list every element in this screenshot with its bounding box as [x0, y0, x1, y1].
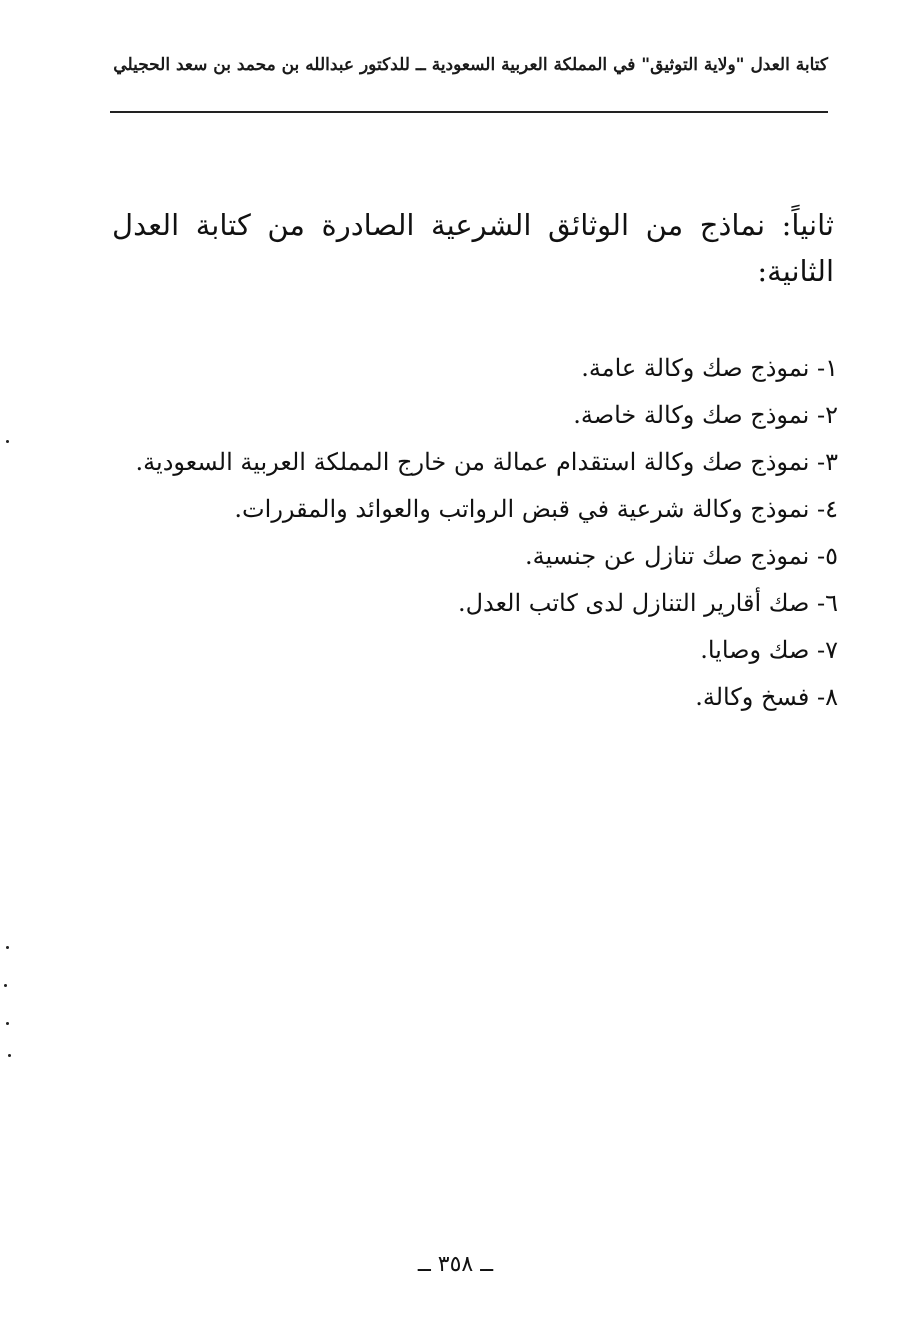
section-heading: ثانياً: نماذج من الوثائق الشرعية الصادرة من كتابة العدل الثانية:	[112, 208, 834, 288]
scan-mark	[8, 1054, 11, 1057]
scan-mark	[4, 984, 7, 987]
list-item: ٤- نموذج وكالة شرعية في قبض الرواتب والعوائد والمقررات.	[234, 495, 838, 523]
scan-mark	[6, 440, 9, 443]
header-rule	[110, 111, 828, 113]
list-item: ١- نموذج صك وكالة عامة.	[581, 354, 838, 382]
running-header: كتابة العدل "ولاية التوثيق" في المملكة العربية السعودية ــ للدكتور عبدالله بن محمد بن سعد الحجيلي	[113, 55, 828, 75]
page-number: ــ ٣٥٨ ــ	[417, 1252, 494, 1277]
list-item: ٥- نموذج صك تنازل عن جنسية.	[525, 542, 838, 570]
list-item: ٧- صك وصايا.	[700, 636, 838, 664]
scan-mark	[6, 1022, 9, 1025]
list-item: ٦- صك أقارير التنازل لدى كاتب العدل.	[457, 589, 838, 617]
list-item: ٨- فسخ وكالة.	[695, 683, 838, 711]
scan-mark	[6, 946, 9, 949]
list-item: ٢- نموذج صك وكالة خاصة.	[573, 401, 838, 429]
list-item: ٣- نموذج صك وكالة استقدام عمالة من خارج المملكة العربية السعودية.	[135, 448, 838, 476]
documents-list	[135, 345, 838, 721]
